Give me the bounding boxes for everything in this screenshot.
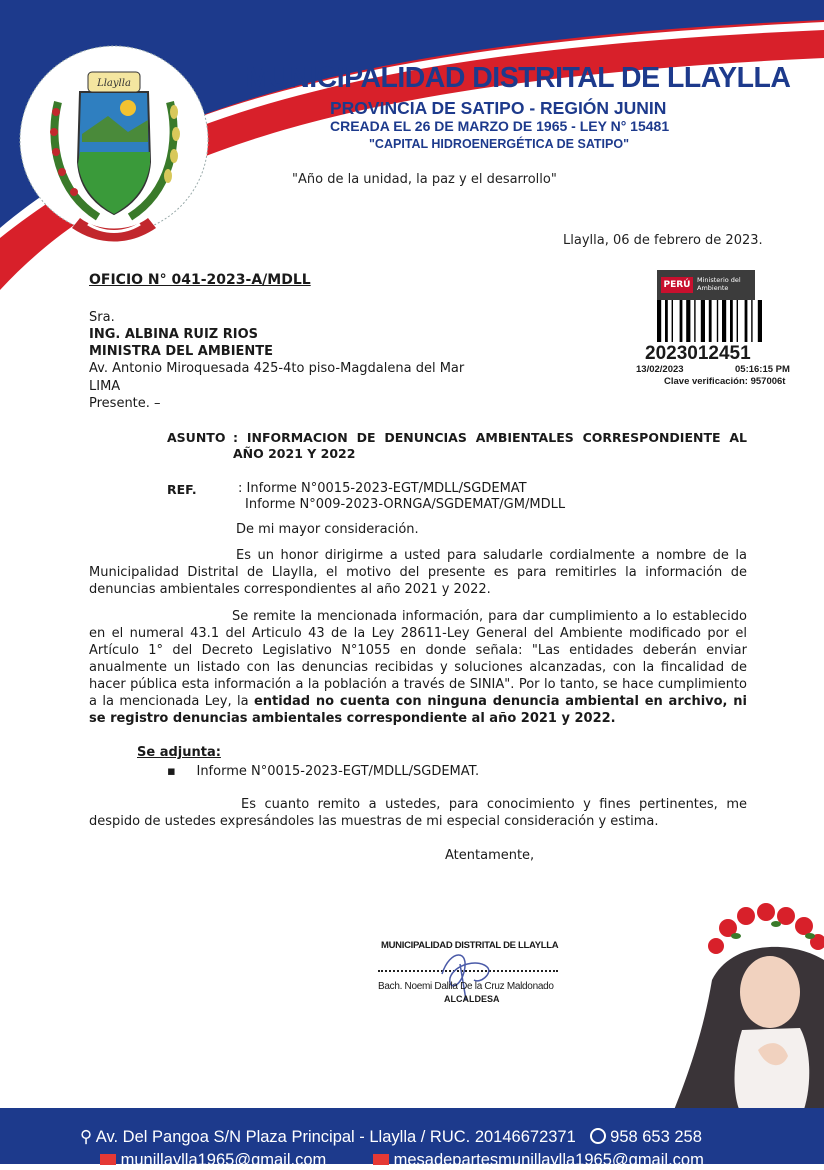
recipient-closing: Presente. – xyxy=(89,396,161,411)
recipient-address: Av. Antonio Miroquesada 425-4to piso-Magdalena del Mar xyxy=(89,361,465,376)
recipient-city: LIMA xyxy=(89,379,121,394)
municipality-title: MUNICIPALIDAD DISTRITAL DE LLAYLLA xyxy=(246,62,791,94)
barcode-bar xyxy=(730,300,733,342)
mail-icon xyxy=(373,1154,389,1165)
ref-label: REF. xyxy=(167,482,197,497)
greeting: De mi mayor consideración. xyxy=(236,522,419,537)
barcode-bar xyxy=(665,300,668,342)
closing: Atentamente, xyxy=(445,848,535,863)
barcode xyxy=(657,300,769,342)
paragraph-1-text: Es un honor dirigirme a usted para saludarle cordialmente a nombre de la Municipalidad Distrital de Llaylla, el motivo del presente es para remitirles la información de denuncias ambientales correspondientes al año 2021 y 2022. xyxy=(89,548,747,597)
paragraph-2 xyxy=(89,608,747,727)
barcode-bar xyxy=(745,300,748,342)
signatory-role: ALCALDESA xyxy=(444,994,500,1004)
ministry-stamp xyxy=(657,270,755,300)
barcode-bar xyxy=(722,300,726,342)
barcode-bar xyxy=(737,300,738,342)
footer-email-2 xyxy=(373,1151,704,1170)
ref-references xyxy=(238,481,565,513)
paragraph-3 xyxy=(89,796,747,830)
asunto-label: ASUNTO xyxy=(167,430,226,445)
ministry-label: Ministerio del Ambiente xyxy=(697,276,741,292)
date-line: Llaylla, 06 de febrero de 2023. xyxy=(563,233,763,248)
whatsapp-icon xyxy=(590,1128,606,1144)
seal-text: Llaylla xyxy=(97,78,131,89)
province-line: PROVINCIA DE SATIPO - REGIÓN JUNIN xyxy=(330,98,667,118)
barcode-bar xyxy=(672,300,673,342)
barcode-bar xyxy=(680,300,683,342)
registry-number: 2023012451 xyxy=(645,343,751,364)
barcode-bar xyxy=(751,300,752,342)
municipal-seal-logo xyxy=(18,42,210,247)
paragraph-1 xyxy=(89,547,747,598)
location-pin-icon: ⚲ xyxy=(80,1128,93,1146)
registry-time: 05:16:15 PM xyxy=(735,364,790,375)
footer-phone: 958 653 258 xyxy=(610,1128,702,1146)
paragraph-3-text: Es cuanto remito a ustedes, para conocimiento y fines pertinentes, me despido de ustedes expresándoles las muestras de mi especial consideración y estima. xyxy=(89,797,747,829)
attachment-label: Se adjunta: xyxy=(137,745,221,760)
barcode-bar xyxy=(657,300,661,342)
recipient-name: ING. ALBINA RUIZ RIOS xyxy=(89,327,259,342)
footer-address-text: Av. Del Pangoa S/N Plaza Principal - Llaylla / RUC. 20146672371 xyxy=(95,1128,576,1146)
creation-line: CREADA EL 26 DE MARZO DE 1965 - LEY N° 15481 xyxy=(330,118,670,134)
recipient-salutation: Sra. xyxy=(89,310,115,325)
bullet: ▪ xyxy=(167,764,176,779)
attachment-text: Informe N°0015-2023-EGT/MDLL/SGDEMAT. xyxy=(196,764,480,779)
ref-line-2: Informe N°009-2023-ORNGA/SGDEMAT/GM/MDLL xyxy=(245,497,566,512)
registry-date: 13/02/2023 xyxy=(636,364,684,375)
attachment-item xyxy=(167,764,479,779)
barcode-bar xyxy=(701,300,705,342)
recipient-position: MINISTRA DEL AMBIENTE xyxy=(89,344,274,359)
mail-icon xyxy=(100,1154,116,1165)
barcode-bar xyxy=(686,300,690,342)
signatory-name: Bach. Noemi Dalila De la Cruz Maldonado xyxy=(378,981,554,992)
barcode-bar xyxy=(717,300,718,342)
saint-rose-illustration xyxy=(672,900,824,1115)
capital-line: "CAPITAL HIDROENERGÉTICA DE SATIPO" xyxy=(369,137,630,151)
barcode-bar xyxy=(709,300,712,342)
barcode-bar xyxy=(694,300,695,342)
peru-label: PERÚ xyxy=(661,277,693,293)
asunto-text: : INFORMACION DE DENUNCIAS AMBIENTALES CORRESPONDIENTE AL AÑO 2021 Y 2022 xyxy=(233,430,747,461)
footer-address xyxy=(80,1127,702,1147)
paragraph-2-bold: entidad no cuenta con ninguna denuncia ambiental en archivo, ni se registro denuncias ambientales correspondiente al año 2021 y 2022. xyxy=(89,694,747,726)
year-motto: "Año de la unidad, la paz y el desarrollo" xyxy=(292,172,557,187)
verification-key: Clave verificación: 957006t xyxy=(664,376,786,387)
paragraph-2-text: Se remite la mencionada información, para dar cumplimiento a lo establecido en el numeral 43.1 del Articulo 43 de la Ley 28611-Ley General del Ambiente modificado por el Artículo 1° del Decreto Legislativo N°1055 en donde señala: "Las entidades deberán enviar anualmente un listado con las denuncias recibidas y soluciones alcanzadas, con la fincalidad de hacer pública esta información a la población a través de SINIA". Por lo tanto, se hace cumplimiento a la mencionada Ley, la xyxy=(89,609,747,709)
ref-line-1: : Informe N°0015-2023-EGT/MDLL/SGDEMAT xyxy=(238,481,527,496)
email-1-text[interactable]: munillaylla1965@gmail.com xyxy=(120,1151,327,1169)
signature-stamp-title: MUNICIPALIDAD DISTRITAL DE LLAYLLA xyxy=(381,940,559,951)
oficio-number: OFICIO N° 041-2023-A/MDLL xyxy=(89,272,311,288)
barcode-bar xyxy=(758,300,762,342)
email-2-text[interactable]: mesadepartesmunillaylla1965@gmail.com xyxy=(393,1151,704,1169)
footer-email-1 xyxy=(100,1151,326,1170)
